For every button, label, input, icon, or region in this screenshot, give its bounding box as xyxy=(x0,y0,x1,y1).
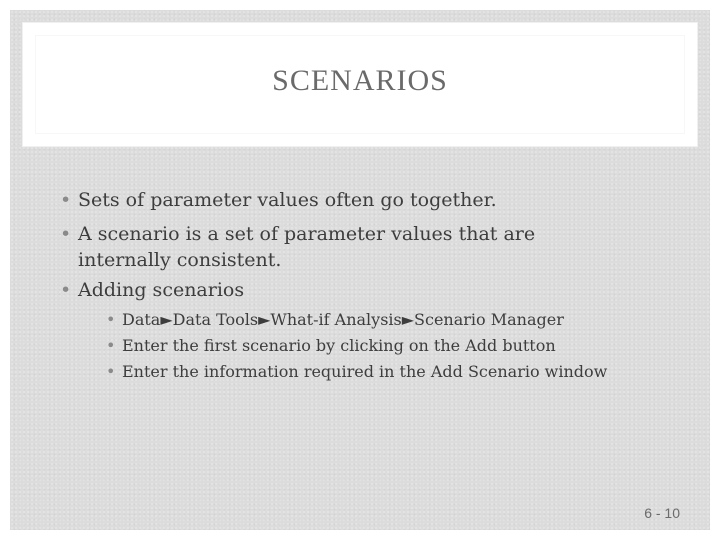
bullet-marker: • xyxy=(60,279,72,301)
bullet-text: A scenario is a set of parameter values that are xyxy=(78,223,536,245)
sub-bullet-text: Data►Data Tools►What-if Analysis►Scenario Manager xyxy=(122,310,564,329)
sub-bullet-text: Enter the information required in the Add Scenario window xyxy=(122,362,608,381)
slide-content xyxy=(10,10,710,530)
bullet-marker: • xyxy=(106,310,116,329)
page-number: 6 - 10 xyxy=(644,505,680,521)
slide-title: SCENARIOS xyxy=(272,63,448,97)
slide-frame xyxy=(10,10,710,530)
bullet-marker: • xyxy=(106,336,116,355)
bullet-marker: • xyxy=(60,223,72,245)
bullet-text: Sets of parameter values often go together. xyxy=(78,189,497,211)
bullet-marker: • xyxy=(60,189,72,211)
bullet-text: internally consistent. xyxy=(78,249,282,271)
bullet-marker: • xyxy=(106,362,116,381)
sub-bullet-text: Enter the first scenario by clicking on the Add button xyxy=(122,336,556,355)
bullet-text: Adding scenarios xyxy=(78,279,245,301)
